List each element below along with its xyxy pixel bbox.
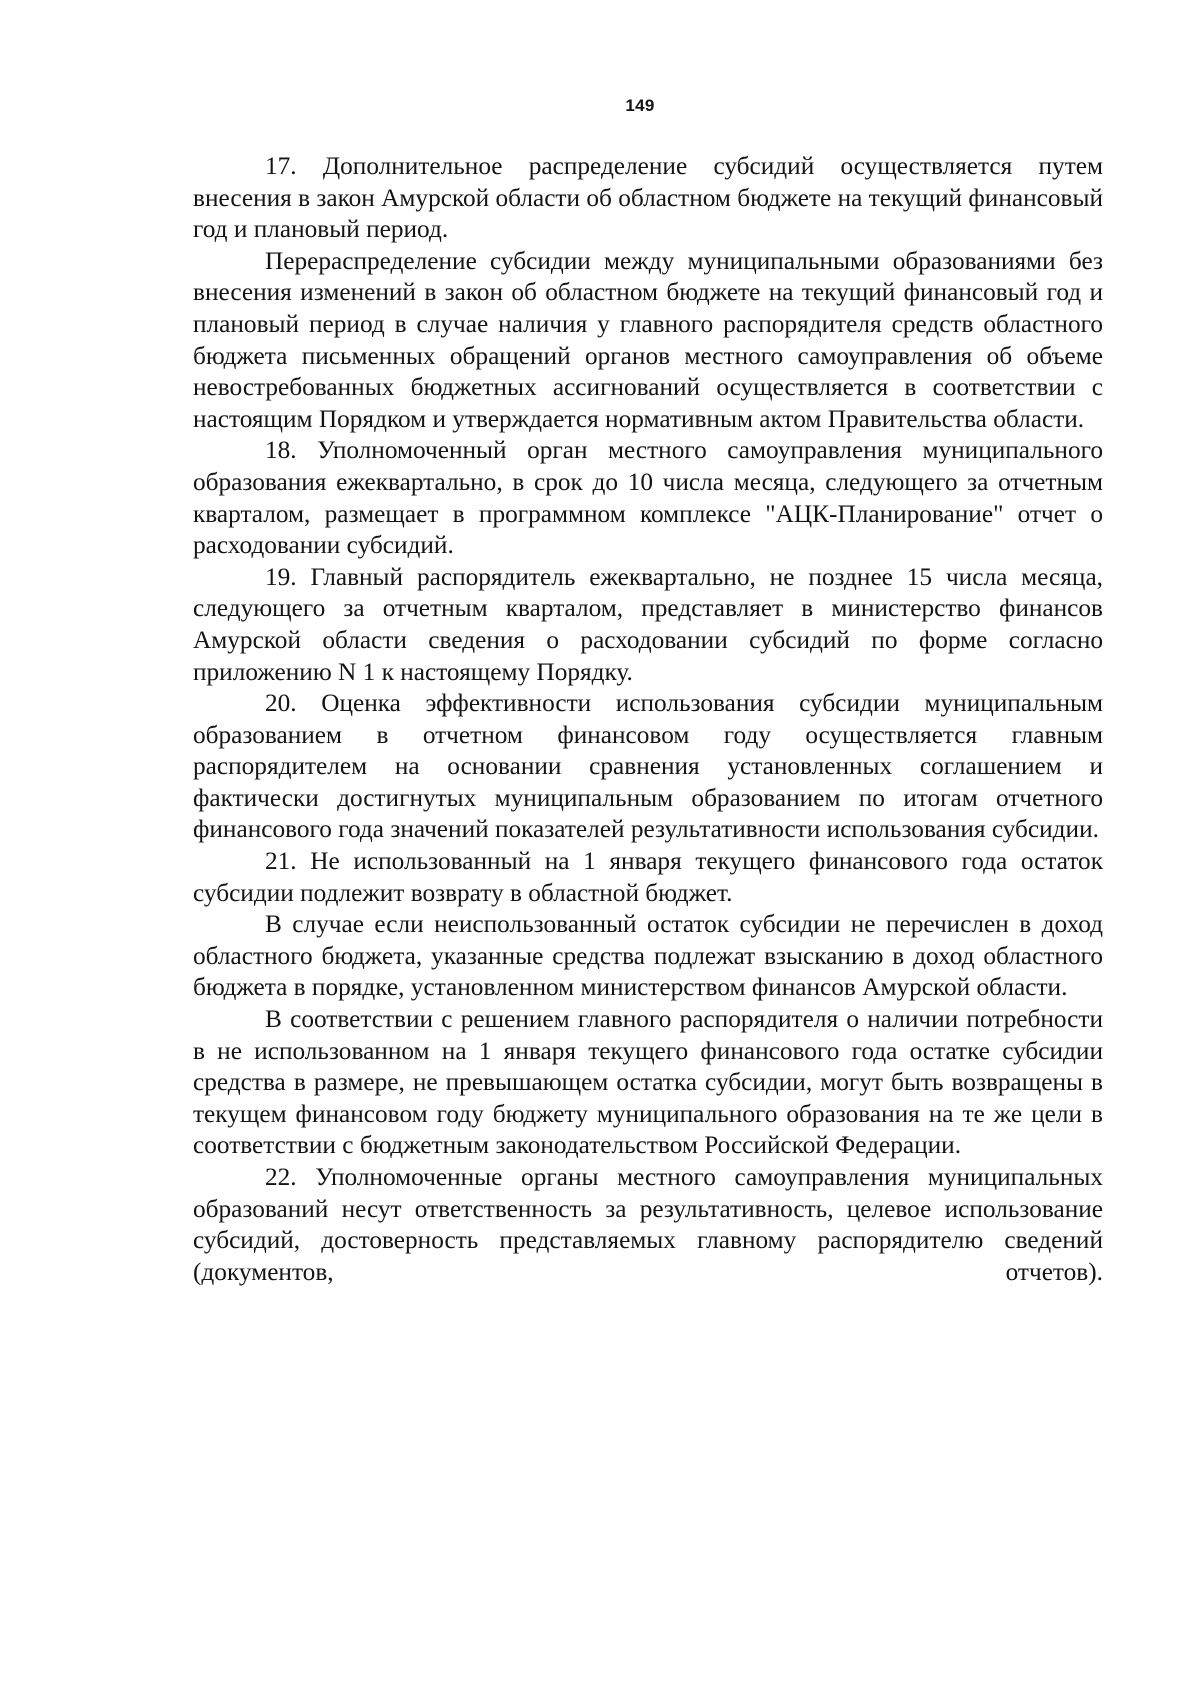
paragraph-20: 20. Оценка эффективности использования субсидии муниципальным образованием в отчетном финансовом году осуществляется главным распорядителем на основании сравнения установленных соглашением и фактически достигнутых муниципальным образованием по итогам отчетного финансового года значений показателей результативности использования субсидии. <box>193 689 1103 844</box>
paragraph-18: 18. Уполномоченный орган местного самоуправления муниципального образования ежеквартально, в срок до 10 числа месяца, следующего за отчетным кварталом, размещает в программном комплексе "АЦК-Планирование" отчет о расходовании субсидий. <box>193 436 1103 560</box>
page-number: 149 <box>625 96 655 115</box>
paragraph-19: 19. Главный распорядитель ежеквартально, не позднее 15 числа месяца, следующего за отчетным кварталом, представляет в министерство финансов Амурской области сведения о расходовании субсидий по форме согласно приложению N 1 к настоящему Порядку. <box>193 562 1103 686</box>
paragraph-return: В соответствии с решением главного распорядителя о наличии потребности в не использованном на 1 января текущего финансового года остатке субсидии средства в размере, не превышающем остатка субсидии, могут быть возвращены в текущем финансовом году бюджету муниципального образования на те же цели в соответствии с бюджетным законодательством Российской Федерации. <box>193 1005 1103 1160</box>
paragraph-recovery: В случае если неиспользованный остаток субсидии не перечислен в доход областного бюджета, указанные средства подлежат взысканию в доход областного бюджета в порядке, установленном министерством финансов Амурской области. <box>193 910 1103 1002</box>
paragraph-redistribution: Перераспределение субсидии между муниципальными образованиями без внесения изменений в закон об областном бюджете на текущий финансовый год и плановый период в случае наличия у главного распорядителя средств областного бюджета письменных обращений органов местного самоуправления об объеме невостребованных бюджетных ассигнований осуществляется в соответствии с настоящим Порядком и утверждается нормативным актом Правительства области. <box>193 246 1103 433</box>
paragraph-21: 21. Не использованный на 1 января текущего финансового года остаток субсидии подлежит возврату в областной бюджет. <box>193 847 1103 907</box>
paragraph-17: 17. Дополнительное распределение субсидий осуществляется путем внесения в закон Амурской области об областном бюджете на текущий финансовый год и плановый период. <box>193 152 1104 244</box>
paragraph-22: 22. Уполномоченные органы местного самоуправления муниципальных образований несут ответственность за результативность, целевое использование субсидий, достоверность представляемых главному распорядителю сведений (документов, отчетов). <box>193 1163 1103 1286</box>
document-body <box>193 151 1103 1288</box>
